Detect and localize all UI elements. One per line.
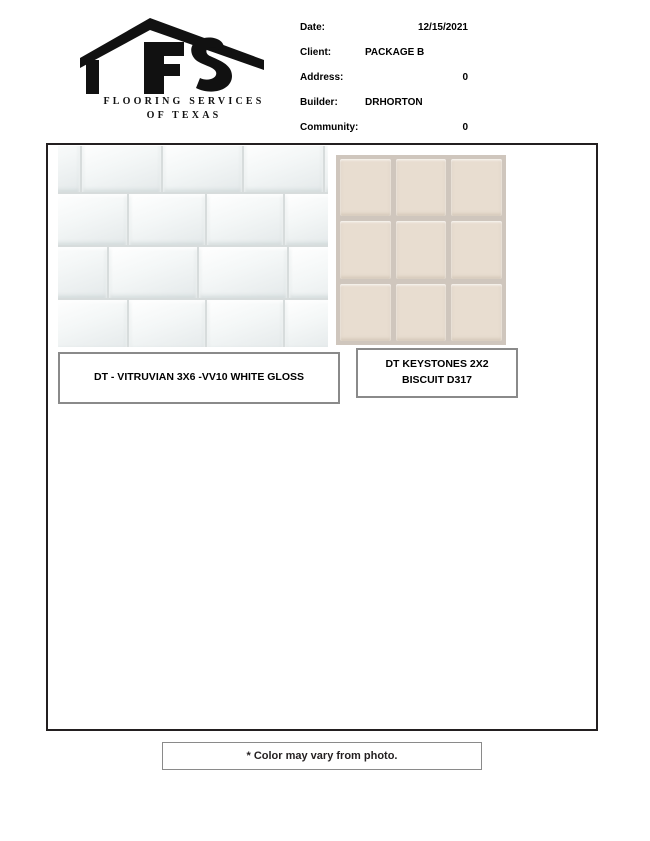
logo-tagline-line1: FLOORING SERVICES: [103, 96, 265, 107]
subway-tile-sample-image: [58, 146, 328, 347]
keystones-tile-caption-text: [385, 357, 488, 389]
subway-tile-caption-text: DT - VITRUVIAN 3X6 -VV10 WHITE GLOSS: [93, 371, 305, 384]
mosaic-tile: [396, 159, 447, 216]
address-label: Address:: [300, 72, 344, 83]
keystones-caption-line1: DT KEYSTONES 2X2: [385, 358, 489, 371]
info-row-address: [300, 72, 620, 97]
mosaic-tile: [396, 221, 447, 278]
builder-label: Builder:: [300, 97, 338, 108]
mosaic-tile: [340, 159, 391, 216]
mosaic-tile: [451, 284, 502, 341]
info-row-date: [300, 22, 620, 47]
client-value: PACKAGE B: [365, 47, 425, 58]
keystones-tile-caption: [356, 348, 518, 398]
community-label: Community:: [300, 122, 359, 133]
builder-value: DRHORTON: [365, 97, 423, 108]
mosaic-tile: [396, 284, 447, 341]
keystones-tile-sample-image: [336, 155, 506, 345]
mosaic-tile: [340, 221, 391, 278]
color-disclaimer-text: * Color may vary from photo.: [246, 750, 398, 762]
mosaic-tile: [451, 159, 502, 216]
info-row-builder: [300, 97, 620, 122]
mosaic-tile: [451, 221, 502, 278]
date-value: 12/15/2021: [417, 22, 468, 33]
info-row-client: [300, 47, 620, 72]
company-logo: [60, 14, 300, 129]
logo-tagline-line2: OF TEXAS: [146, 110, 222, 121]
color-disclaimer-box: [162, 742, 482, 770]
client-label: Client:: [300, 47, 332, 58]
mosaic-tile: [340, 284, 391, 341]
community-value: 0: [462, 122, 468, 133]
document-header: [0, 0, 650, 140]
tfs-roof-logo-icon: [72, 14, 272, 94]
date-label: Date:: [300, 22, 326, 33]
order-info-block: [300, 22, 620, 147]
address-value: 0: [462, 72, 468, 83]
subway-tile-caption: [58, 352, 340, 404]
keystones-caption-line2: BISCUIT D317: [401, 374, 473, 386]
